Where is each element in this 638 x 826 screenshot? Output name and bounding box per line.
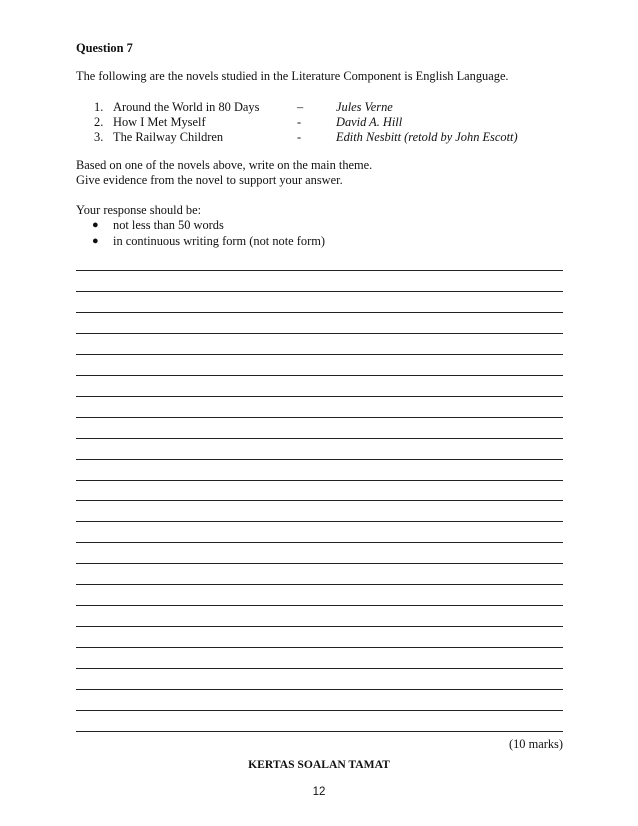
bullet-item: in continuous writing form (not note form) — [113, 234, 325, 248]
answer-line — [76, 731, 563, 732]
answer-line — [76, 521, 563, 522]
novel-author: Edith Nesbitt (retold by John Escott) — [336, 130, 518, 144]
novel-dash: - — [297, 115, 302, 129]
novel-author: Jules Verne — [336, 100, 393, 114]
answer-line — [76, 584, 563, 585]
question-title: Question 7 — [76, 41, 133, 55]
answer-line — [76, 500, 563, 501]
answer-line — [76, 312, 563, 313]
page-number: 12 — [312, 786, 326, 798]
novel-number: 3. — [94, 130, 104, 144]
bullet-icon: ● — [92, 235, 99, 247]
answer-line — [76, 333, 563, 334]
answer-line — [76, 459, 563, 460]
bullet-icon: ● — [92, 219, 99, 231]
answer-line — [76, 605, 563, 606]
answer-line — [76, 563, 563, 564]
novel-number: 2. — [94, 115, 104, 129]
novel-dash: - — [297, 130, 302, 144]
question-intro: The following are the novels studied in the Literature Component is English Language. — [76, 69, 509, 83]
answer-line — [76, 291, 563, 292]
end-of-paper-label: KERTAS SOALAN TAMAT — [248, 758, 390, 771]
novel-title: Around the World in 80 Days — [113, 100, 260, 114]
instruction-line: Based on one of the novels above, write on the main theme. — [76, 158, 373, 172]
answer-line — [76, 668, 563, 669]
novel-title: How I Met Myself — [113, 115, 206, 129]
novel-dash: – — [297, 100, 304, 114]
answer-line — [76, 396, 563, 397]
answer-line — [76, 270, 563, 271]
answer-line — [76, 480, 563, 481]
answer-line — [76, 417, 563, 418]
answer-line — [76, 647, 563, 648]
answer-line — [76, 438, 563, 439]
marks-label: (10 marks) — [508, 737, 563, 751]
response-heading: Your response should be: — [76, 203, 202, 217]
answer-line — [76, 354, 563, 355]
answer-line — [76, 710, 563, 711]
answer-line — [76, 689, 563, 690]
novel-author: David A. Hill — [336, 115, 403, 129]
novel-title: The Railway Children — [113, 130, 224, 144]
bullet-item: not less than 50 words — [113, 218, 224, 232]
novel-number: 1. — [94, 100, 104, 114]
answer-line — [76, 375, 563, 376]
answer-line — [76, 542, 563, 543]
answer-line — [76, 626, 563, 627]
instruction-line: Give evidence from the novel to support your answer. — [76, 173, 343, 187]
